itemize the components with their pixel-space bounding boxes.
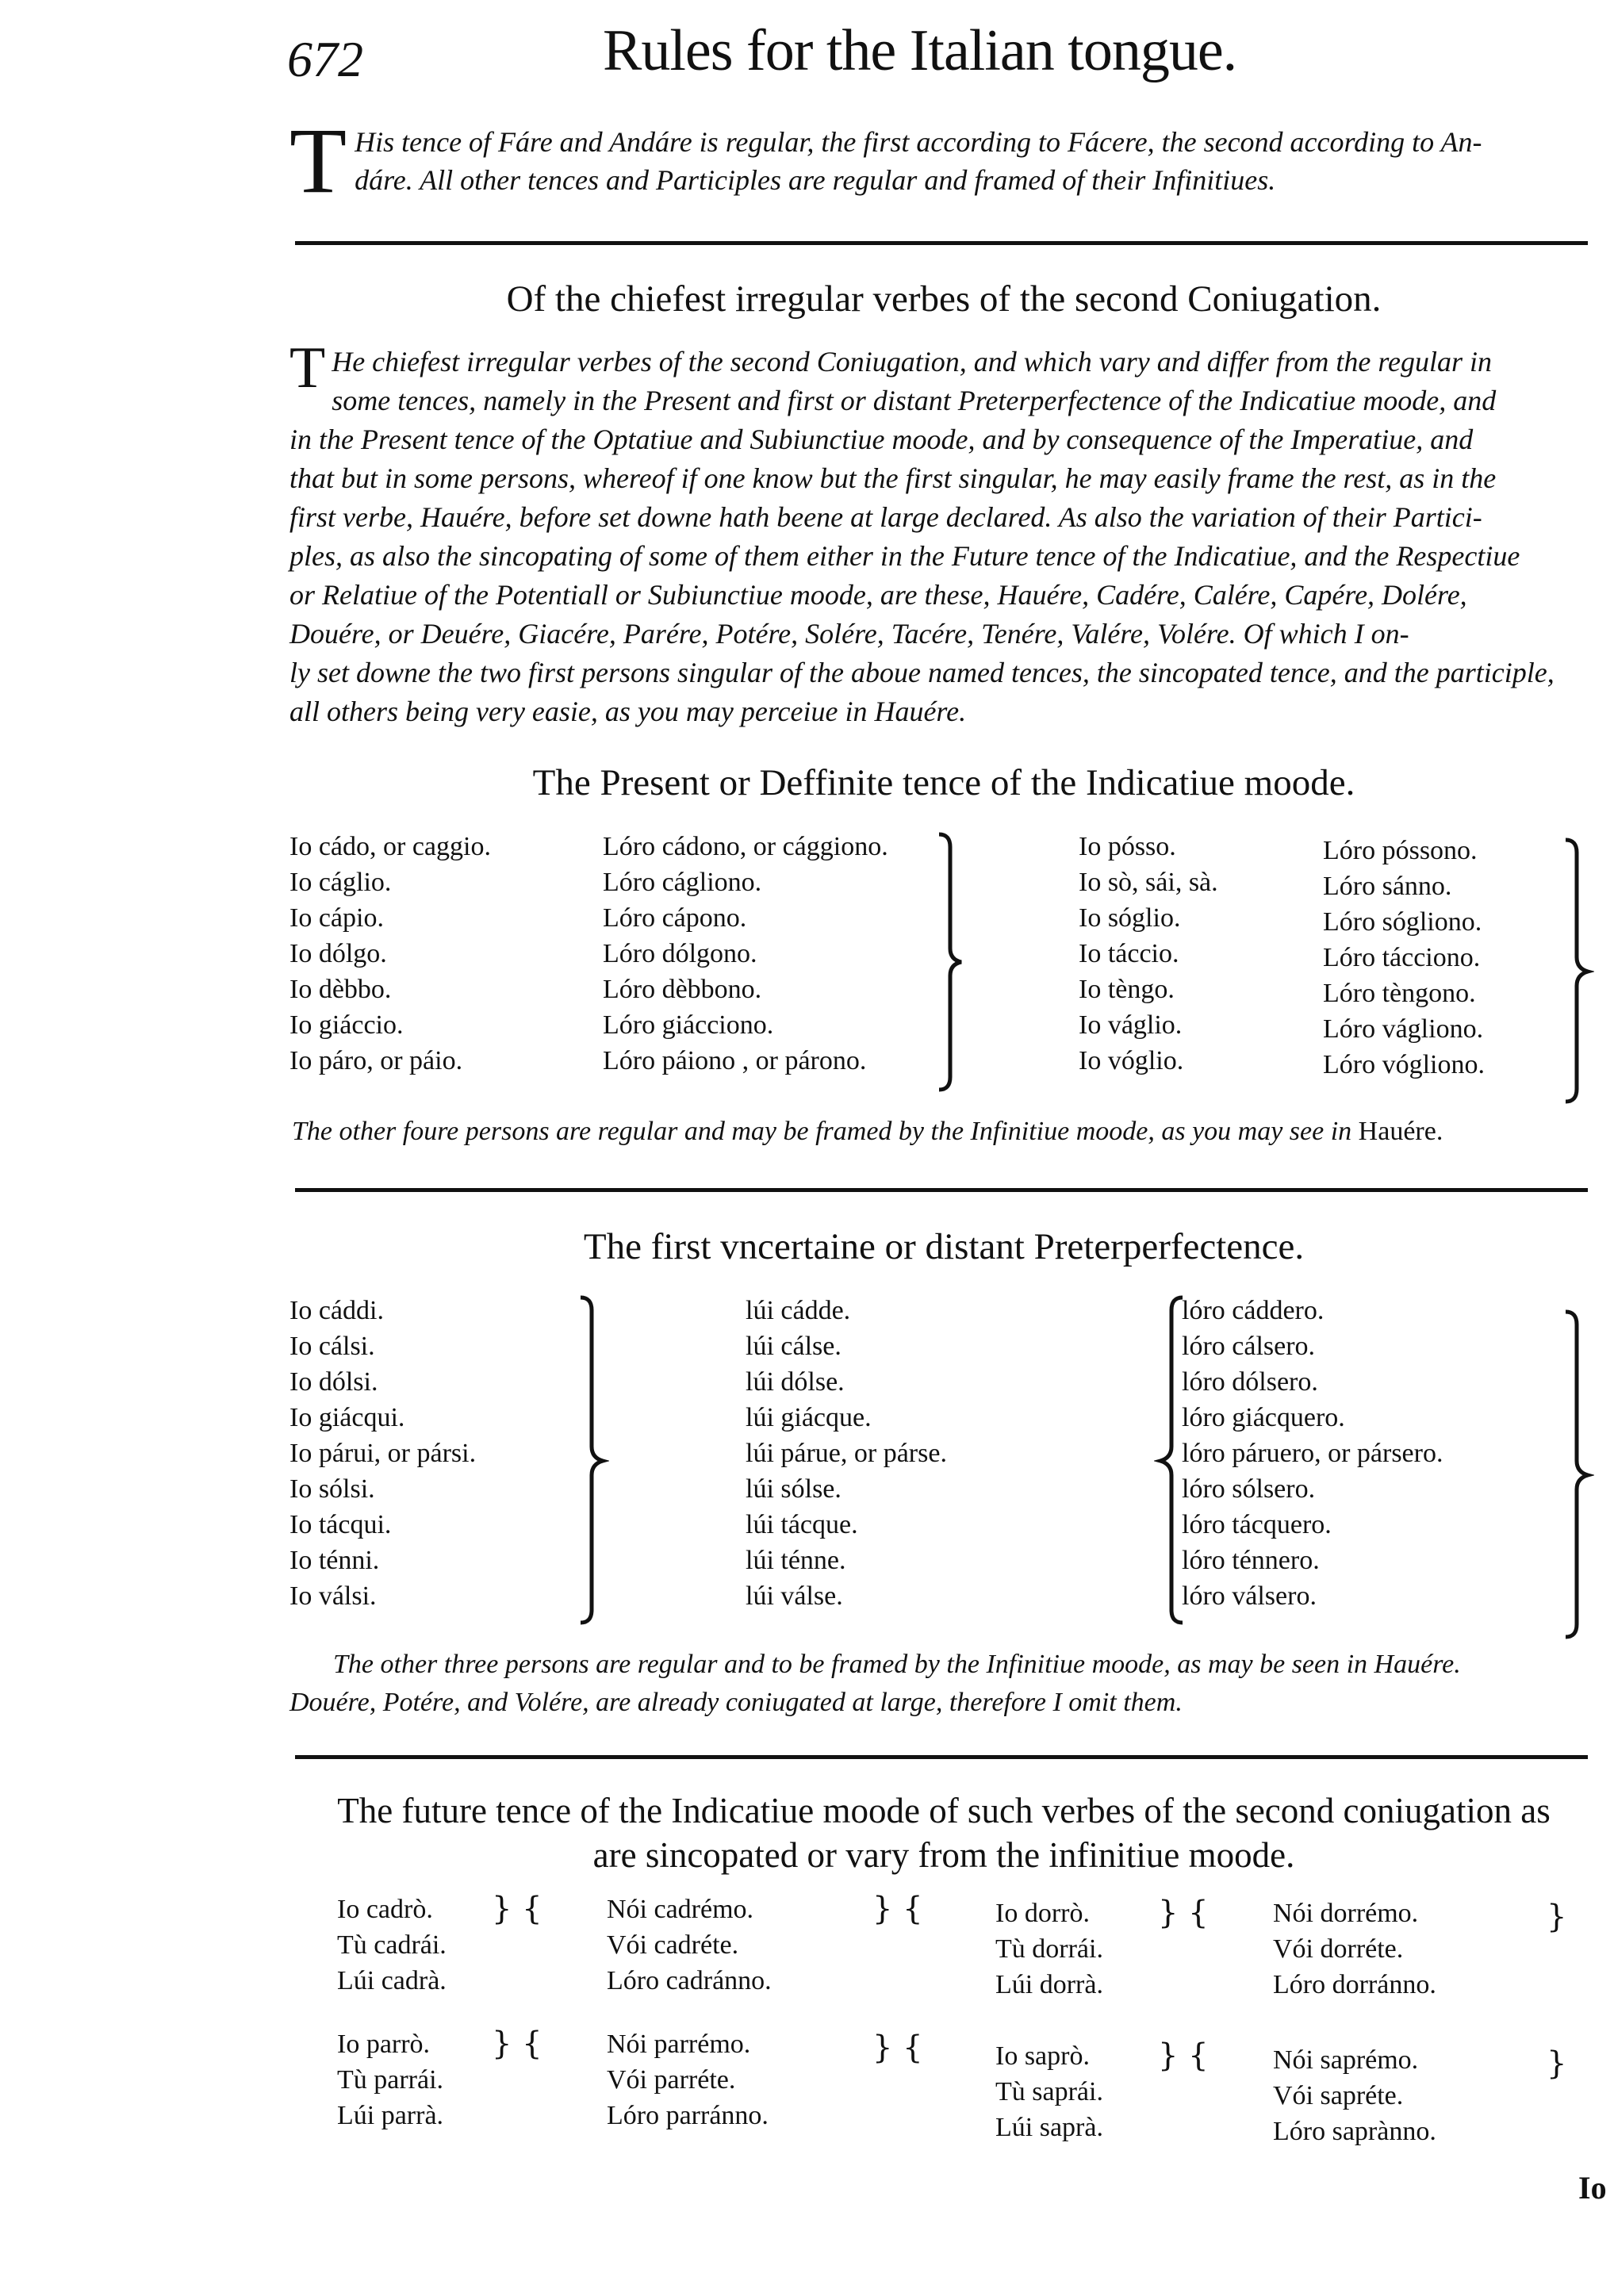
verb-form: Io tácqui. <box>289 1510 392 1539</box>
section1-line: ly set downe the two first persons singular of the aboue named tences, the sincopated tence, and the participle, <box>289 657 1555 688</box>
section1-dropcap: T <box>289 335 326 401</box>
section2-heading: The Present or Deffinite tence of the Indicatiue moode. <box>532 762 1355 803</box>
verb-form: lóro válsero. <box>1182 1581 1317 1611</box>
verb-form: Lóro vógliono. <box>1323 1050 1485 1079</box>
verb-form: lóro tácquero. <box>1182 1510 1332 1539</box>
brace-right: } <box>1547 2045 1567 2082</box>
future-group-singular <box>337 1892 447 1999</box>
verb-form: Io cápio. <box>289 903 384 933</box>
verb-form: Io giáccio. <box>289 1010 404 1040</box>
verb-form: Io dorrò. <box>995 1899 1090 1928</box>
verb-form: Lóro giácciono. <box>603 1010 774 1040</box>
verb-form: Nói saprémo. <box>1273 2045 1419 2075</box>
brace-right <box>936 831 968 1093</box>
verb-form: Nói cadrémo. <box>607 1895 754 1924</box>
verb-form: Lóro tèngono. <box>1323 979 1476 1008</box>
brace-pair: } { <box>872 1891 923 1927</box>
section1-line: first verbe, Hauére, before set downe hath beene at large declared. As also the variation of their Partici- <box>289 501 1482 533</box>
verb-form: Vói sapréte. <box>1273 2081 1404 2110</box>
verb-form: Io giácqui. <box>289 1403 405 1432</box>
brace-pair: } { <box>492 2026 542 2062</box>
brace-pair: } { <box>872 2030 923 2066</box>
intro-line: dáre. All other tences and Participles are regular and framed of their Infinitiues. <box>355 164 1276 196</box>
section1-line: or Relatiue of the Potentiall or Subiunctiue moode, are these, Hauére, Cadére, Calére, Capére, Dolére, <box>289 579 1467 611</box>
present-col-4 <box>1323 833 1485 1083</box>
future-group-plural <box>1273 2042 1436 2149</box>
present-col-1 <box>289 829 491 1079</box>
section1-paragraph <box>289 335 1598 731</box>
verb-form: Io cadrò. <box>337 1895 433 1924</box>
preterite-col-1 <box>289 1293 476 1614</box>
future-group-plural <box>607 2026 769 2133</box>
verb-form: lúi párue, or párse. <box>746 1439 947 1468</box>
verb-form: Io cáglio. <box>289 868 392 897</box>
section3-heading: The first vncertaine or distant Preterperfectence. <box>583 1226 1305 1267</box>
verb-form: Lóro dorránno. <box>1273 1970 1436 1999</box>
section1-line: Douére, or Deuére, Giacére, Parére, Potére, Solére, Tacére, Tenére, Valére, Volére. Of which I on- <box>289 618 1409 650</box>
verb-form: Io váglio. <box>1079 1010 1183 1040</box>
note-text: The other foure persons are regular and may be framed by the Infinitiue moode, as you may see in <box>292 1117 1352 1146</box>
verb-form: Lóro dólgono. <box>603 939 757 968</box>
verb-form: Lóro vágliono. <box>1323 1014 1484 1044</box>
verb-form: Io cádo, or caggio. <box>289 832 491 861</box>
verb-form: Io cáddi. <box>289 1296 384 1325</box>
verb-form: Io táccio. <box>1079 939 1179 968</box>
verb-form: Lóro póssono. <box>1323 836 1478 865</box>
verb-form: lúi cádde. <box>746 1296 851 1325</box>
divider <box>295 1188 1588 1192</box>
note-line: The other three persons are regular and to be framed by the Infinitiue moode, as may be seen in Hauére. <box>333 1650 1461 1679</box>
verb-form: Io sò, sái, sà. <box>1079 868 1218 897</box>
divider <box>295 1755 1588 1759</box>
section2-note <box>292 1117 1443 1147</box>
verb-form: lúi tácque. <box>746 1510 858 1539</box>
future-group-singular <box>337 2026 443 2133</box>
note-verb: Hauére. <box>1358 1117 1443 1146</box>
verb-form: Nói parrémo. <box>607 2030 751 2059</box>
verb-form: Lóro sógliono. <box>1323 907 1482 937</box>
verb-form: Vói cadréte. <box>607 1930 739 1960</box>
catchword: Io <box>1578 2170 1607 2206</box>
verb-form: lúi cálse. <box>746 1332 842 1361</box>
brace-pair: } { <box>1158 2037 1209 2074</box>
verb-form: lóro cáddero. <box>1182 1296 1325 1325</box>
verb-form: Io dólsi. <box>289 1367 378 1397</box>
verb-form: Io dólgo. <box>289 939 387 968</box>
future-group-plural <box>1273 1895 1436 2003</box>
verb-form: Nói dorrémo. <box>1273 1899 1419 1928</box>
verb-form: Vói dorréte. <box>1273 1934 1404 1964</box>
verb-form: lóro sólsero. <box>1182 1474 1316 1504</box>
future-group-plural <box>607 1892 772 1999</box>
verb-form: Io cálsi. <box>289 1332 375 1361</box>
verb-form: lúi dólse. <box>746 1367 845 1397</box>
section4-heading <box>289 1788 1598 1877</box>
brace-left <box>1154 1294 1186 1627</box>
verb-form: Io sólsi. <box>289 1474 375 1504</box>
heading-line: are sincopated or vary from the infinitiue moode. <box>592 1835 1295 1875</box>
divider <box>295 241 1588 245</box>
verb-form: Vói parréte. <box>607 2065 736 2095</box>
verb-form: Io páro, or páio. <box>289 1046 463 1075</box>
verb-form: Tù saprái. <box>995 2077 1103 2106</box>
intro-paragraph <box>289 109 1598 213</box>
intro-dropcap: T <box>289 109 347 213</box>
verb-form: Lóro cágliono. <box>603 868 762 897</box>
section1-line: in the Present tence of the Optatiue and Subiunctiue moode, and by consequence of the Imperatiue, and <box>289 424 1474 455</box>
verb-form: Io tèngo. <box>1079 975 1175 1004</box>
verb-form: lúi ténne. <box>746 1546 846 1575</box>
future-group-singular <box>995 1895 1103 2003</box>
verb-form: Io saprò. <box>995 2041 1090 2071</box>
section1-heading: Of the chiefest irregular verbes of the second Coniugation. <box>506 278 1382 320</box>
verb-form: Lóro dèbbono. <box>603 975 762 1004</box>
verb-form: Io párui, or pársi. <box>289 1439 477 1468</box>
verb-form: Lúi cadrà. <box>337 1966 447 1995</box>
section1-line: all others being very easie, as you may perceiue in Hauére. <box>289 696 967 727</box>
present-col-2 <box>603 829 888 1079</box>
verb-form: Io válsi. <box>289 1581 377 1611</box>
verb-form: Io parrò. <box>337 2030 431 2059</box>
verb-form: lóro giácquero. <box>1182 1403 1345 1432</box>
section1-line: some tences, namely in the Present and first or distant Preterperfectence of the Indicatiue moode, and <box>332 385 1497 416</box>
verb-form: Tù parrái. <box>337 2065 444 2095</box>
verb-form: Io ténni. <box>289 1546 380 1575</box>
verb-form: Lóro saprànno. <box>1273 2117 1436 2146</box>
verb-form: Tù dorrái. <box>995 1934 1103 1964</box>
verb-form: lúi giácque. <box>746 1403 872 1432</box>
verb-form: Lóro parránno. <box>607 2101 769 2130</box>
preterite-col-3 <box>1182 1293 1443 1614</box>
verb-form: lóro páruero, or pársero. <box>1182 1439 1443 1468</box>
section3-note <box>289 1646 1461 1722</box>
section1-line: ples, as also the sincopating of some of them either in the Future tence of the Indicatiue, and the Respectiue <box>289 540 1520 572</box>
verb-form: Io vóglio. <box>1079 1046 1184 1075</box>
brace-pair: } { <box>492 1891 542 1927</box>
verb-form: Lúi parrà. <box>337 2101 444 2130</box>
future-group-singular <box>995 2038 1103 2145</box>
brace-pair: } { <box>1158 1895 1209 1931</box>
intro-line: His tence of Fáre and Andáre is regular, the first according to Fácere, the second according to An- <box>355 126 1482 158</box>
verb-form: Tù cadrái. <box>337 1930 447 1960</box>
brace-right <box>1562 1309 1594 1642</box>
heading-line: The future tence of the Indicatiue moode of such verbes of the second coniugation as <box>337 1791 1551 1830</box>
verb-form: Lóro cadránno. <box>607 1966 772 1995</box>
verb-form: lúi válse. <box>746 1581 843 1611</box>
verb-form: lúi sólse. <box>746 1474 842 1504</box>
verb-form: lóro ténnero. <box>1182 1546 1320 1575</box>
brace-right <box>1562 837 1594 1106</box>
brace-right <box>577 1294 609 1627</box>
note-line: Douére, Potére, and Volére, are already coniugated at large, therefore I omit them. <box>289 1688 1183 1717</box>
page-number: 672 <box>287 31 363 87</box>
verb-form: Io pósso. <box>1079 832 1176 861</box>
section1-line: that but in some persons, whereof if one know but the first singular, he may easily frame the rest, as in the <box>289 462 1497 494</box>
present-col-3 <box>1079 829 1218 1079</box>
section1-line: He chiefest irregular verbes of the second Coniugation, and which vary and differ from the regular in <box>332 346 1493 378</box>
running-title: Rules for the Italian tongue. <box>603 18 1237 83</box>
verb-form: lóro cálsero. <box>1182 1332 1316 1361</box>
brace-right: } <box>1547 1899 1567 1935</box>
verb-form: Io sóglio. <box>1079 903 1181 933</box>
verb-form: Lóro tácciono. <box>1323 943 1481 972</box>
verb-form: Lóro cádono, or cággiono. <box>603 832 888 861</box>
verb-form: Lóro cápono. <box>603 903 747 933</box>
verb-form: Lúi dorrà. <box>995 1970 1103 1999</box>
verb-form: lóro dólsero. <box>1182 1367 1318 1397</box>
verb-form: Lúi saprà. <box>995 2113 1103 2142</box>
verb-form: Lóro sánno. <box>1323 872 1452 901</box>
verb-form: Lóro páiono , or párono. <box>603 1046 867 1075</box>
verb-form: Io dèbbo. <box>289 975 392 1004</box>
preterite-col-2 <box>746 1293 947 1614</box>
